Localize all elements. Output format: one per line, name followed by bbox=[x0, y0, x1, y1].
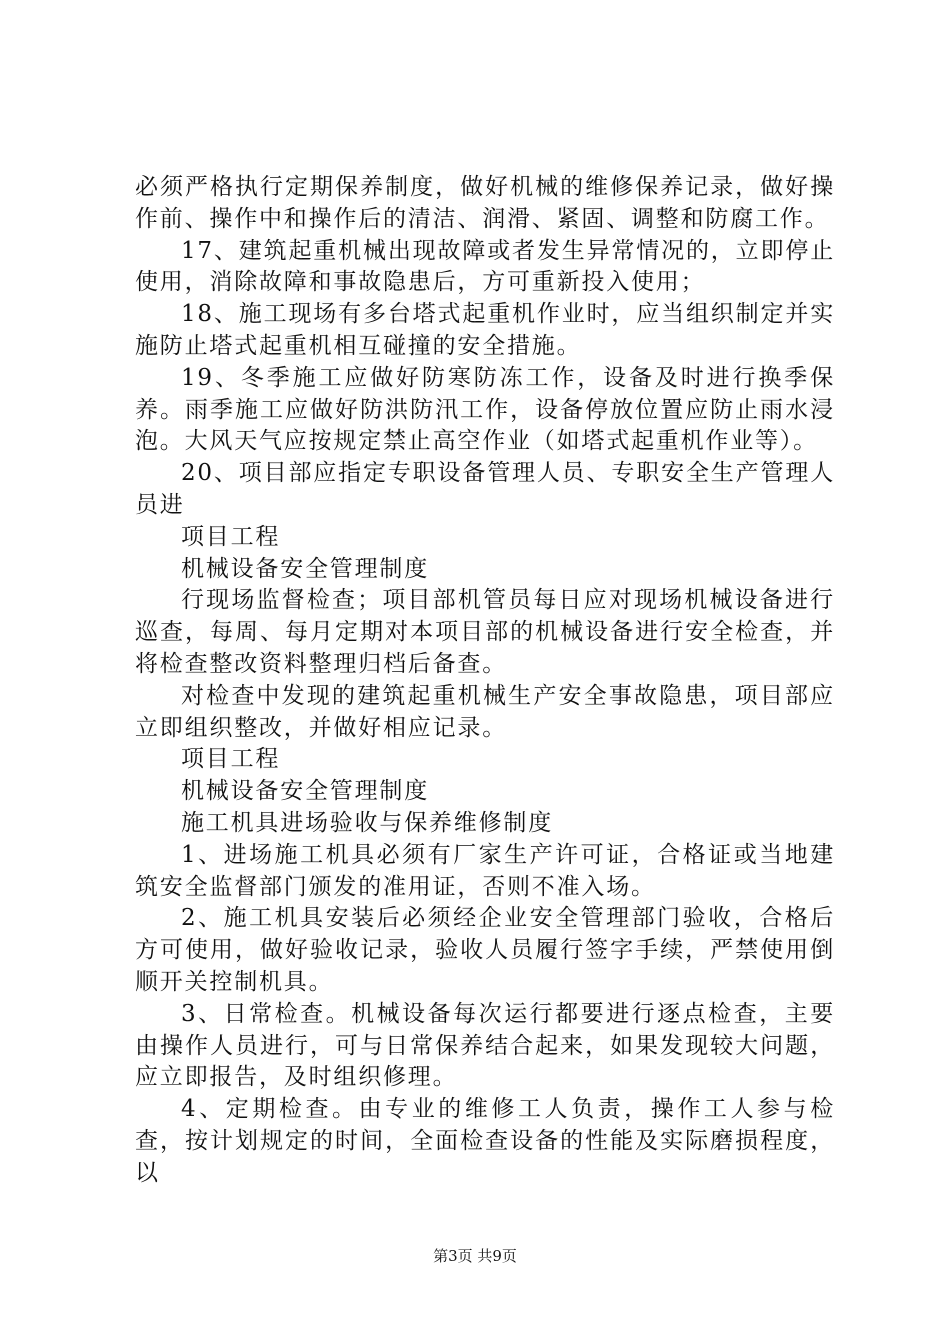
paragraph-1: 必须严格执行定期保养制度，做好机械的维修保养记录，做好操作前、操作中和操作后的清洁、润滑、紧固、调整和防腐工作。 bbox=[135, 174, 835, 232]
section-heading-project-2: 项目工程 bbox=[181, 746, 281, 773]
section-heading-project: 项目工程 bbox=[181, 523, 281, 550]
section-heading-acceptance: 施工机具进场验收与保养维修制度 bbox=[181, 809, 553, 836]
paragraph-rule-1: 1、进场施工机具必须有厂家生产许可证，合格证或当地建筑安全监督部门颁发的准用证，否则不准入场。 bbox=[135, 841, 835, 900]
page-number-footer: 第3页 共9页 bbox=[433, 1247, 517, 1265]
document-body bbox=[135, 172, 835, 1190]
paragraph-inspection: 行现场监督检查；项目部机管员每日应对现场机械设备进行巡查，每周、每月定期对本项目部的机械设备进行安全检查，并将检查整改资料整理归档后备查。 bbox=[135, 587, 835, 677]
section-heading-policy-2: 机械设备安全管理制度 bbox=[181, 778, 429, 805]
paragraph-item-19: 19、冬季施工应做好防寒防冻工作，设备及时进行换季保养。雨季施工应做好防洪防汛工作，设备停放位置应防止雨水浸泡。大风天气应按规定禁止高空作业（如塔式起重机作业等）。 bbox=[135, 364, 835, 455]
paragraph-item-18: 18、施工现场有多台塔式起重机作业时，应当组织制定并实施防止塔式起重机相互碰撞的安全措施。 bbox=[135, 301, 835, 359]
paragraph-rule-4: 4、定期检查。由专业的维修工人负责，操作工人参与检查，按计划规定的时间，全面检查设备的性能及实际磨损程度，以 bbox=[135, 1096, 835, 1186]
paragraph-rule-3: 3、日常检查。机械设备每次运行都要进行逐点检查，主要由操作人员进行，可与日常保养结合起来，如果发现较大问题，应立即报告，及时组织修理。 bbox=[135, 1000, 835, 1091]
paragraph-rectification: 对检查中发现的建筑起重机械生产安全事故隐患，项目部应立即组织整改，并做好相应记录。 bbox=[135, 682, 835, 741]
section-heading-policy: 机械设备安全管理制度 bbox=[181, 555, 429, 582]
paragraph-item-20: 20、项目部应指定专职设备管理人员、专职安全生产管理人员进 bbox=[135, 460, 835, 518]
paragraph-item-17: 17、建筑起重机械出现故障或者发生异常情况的，立即停止使用，消除故障和事故隐患后，方可重新投入使用； bbox=[135, 237, 835, 296]
paragraph-rule-2: 2、施工机具安装后必须经企业安全管理部门验收，合格后方可使用，做好验收记录，验收人员履行签字手续，严禁使用倒顺开关控制机具。 bbox=[135, 905, 835, 995]
